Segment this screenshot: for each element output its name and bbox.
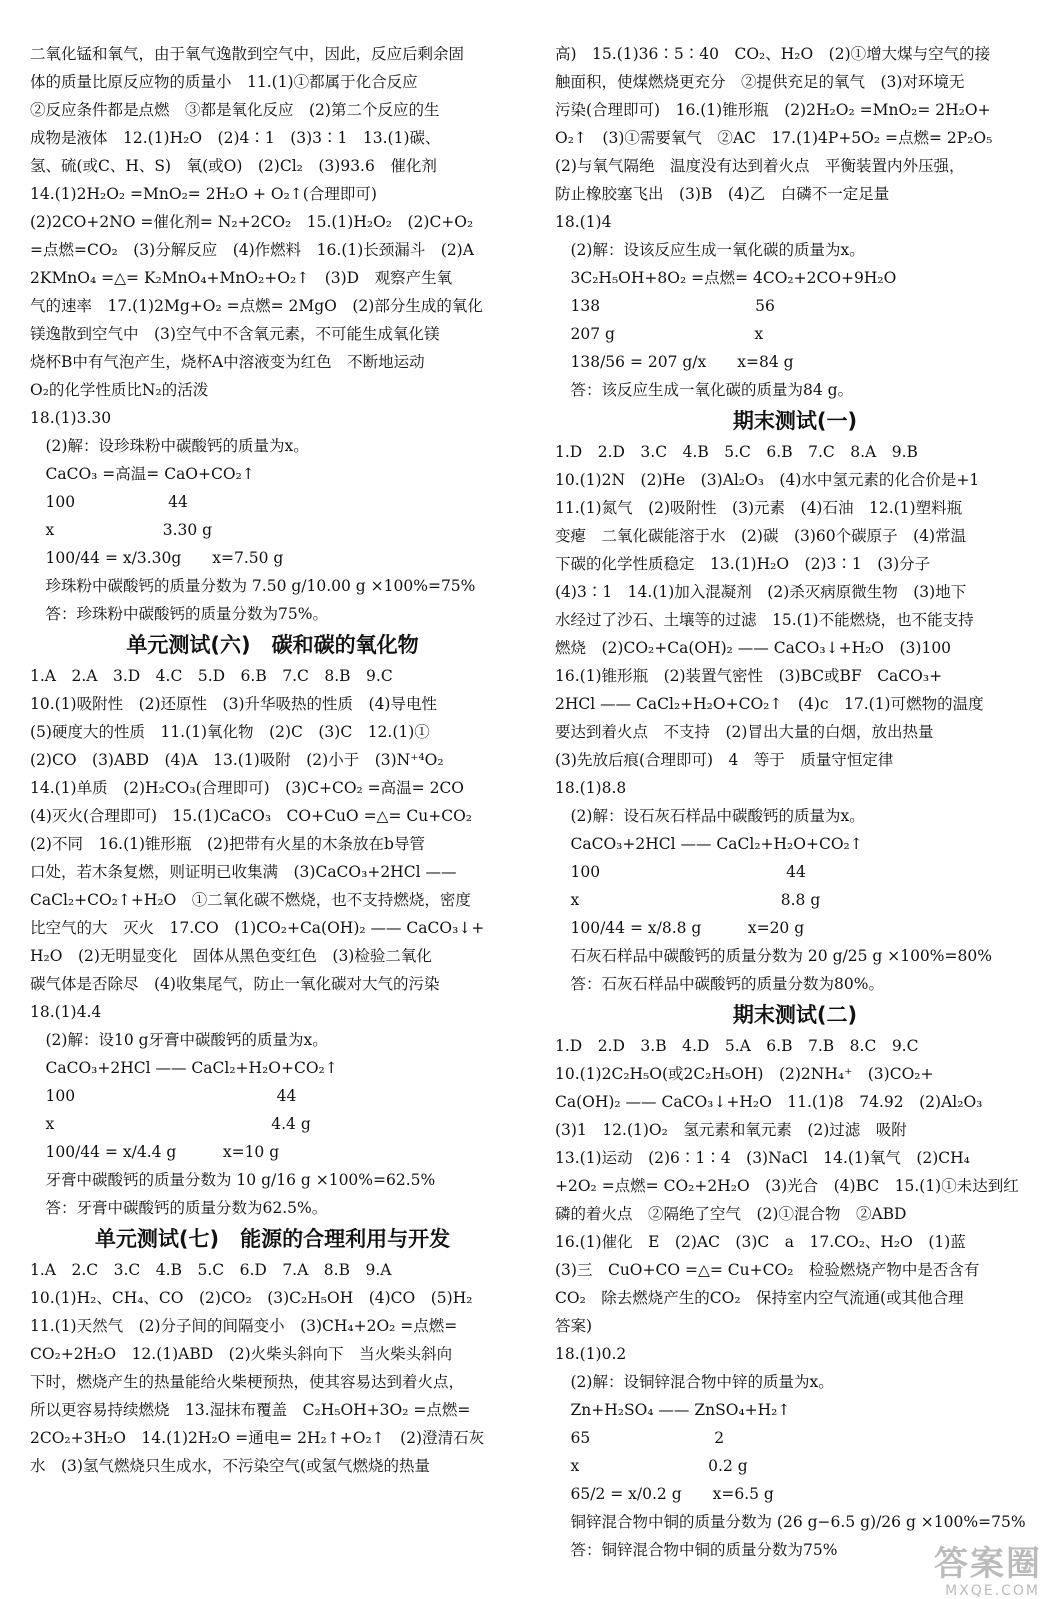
answer-line: 碳气体是否除尽 (4)收集尾气，防止一氧化碳对大气的污染 xyxy=(30,975,440,993)
answer-line: 答：珍珠粉中碳酸钙的质量分数为75%。 xyxy=(30,605,328,623)
answer-line: (3)三 CuO+CO =△= Cu+CO₂ 检验燃烧产物中是否含有 xyxy=(555,1261,980,1279)
answer-line: 13.(1)运动 (2)6∶1∶4 (3)NaCl 14.(1)氧气 (2)CH₄ xyxy=(555,1149,970,1167)
answer-line: 所以更容易持续燃烧 13.湿抹布覆盖 C₂H₅OH+3O₂ =点燃= xyxy=(30,1401,471,1419)
answer-line: 气的速率 17.(1)2Mg+O₂ =点燃= 2MgO (2)部分生成的氧化 xyxy=(30,297,483,315)
answer-line: 答：铜锌混合物中铜的质量分数为75% xyxy=(555,1541,838,1559)
answer-line: CaCO₃+2HCl —— CaCl₂+H₂O+CO₂↑ xyxy=(555,835,863,853)
answer-line: 答案) xyxy=(555,1317,593,1335)
answer-line: CO₂ 除去燃烧产生的CO₂ 保持室内空气流通(或其他合理 xyxy=(555,1289,964,1307)
answer-line: ②反应条件都是点燃 ③都是氧化反应 (2)第二个反应的生 xyxy=(30,101,440,119)
answer-line: (4)3∶1 14.(1)加入混凝剂 (2)杀灭病原微生物 (3)地下 xyxy=(555,583,967,601)
answer-line: 触面积，使煤燃烧更充分 ②提供充足的氧气 (3)对环境无 xyxy=(555,73,965,91)
answer-line: (2)解：设10 g牙膏中碳酸钙的质量为x。 xyxy=(30,1031,328,1049)
answer-line: 高) 15.(1)36∶5∶40 CO₂、H₂O (2)①增大煤与空气的接 xyxy=(555,45,991,63)
answer-line: 磷的着火点 ②隔绝了空气 (2)①混合物 ②ABD xyxy=(555,1205,907,1223)
answer-line: (2)解：设该反应生成一氧化碳的质量为x。 xyxy=(555,241,865,259)
watermark-url: MXQE.COM xyxy=(945,1583,1040,1599)
answer-line: 珍珠粉中碳酸钙的质量分数为 7.50 g/10.00 g ×100%=75% xyxy=(30,577,476,595)
section-title: 单元测试(六) 碳和碳的氧化物 xyxy=(126,633,419,657)
answer-line: (4)灭火(合理即可) 15.(1)CaCO₃ CO+CuO =△= Cu+CO₂ xyxy=(30,807,473,825)
answer-line: 2KMnO₄ =△= K₂MnO₄+MnO₂+O₂↑ (3)D 观察产生氧 xyxy=(30,269,453,287)
section-title: 期末测试(二) xyxy=(732,1003,858,1027)
answer-line: 18.(1)0.2 xyxy=(555,1345,627,1363)
answer-line: 100 44 xyxy=(30,493,188,511)
answer-line: (5)硬度大的性质 11.(1)氧化物 (2)C (3)C 12.(1)① xyxy=(30,723,430,741)
answer-line: (2)与氧气隔绝 温度没有达到着火点 平衡装置内外压强， xyxy=(555,157,965,175)
answer-line: 10.(1)2N (2)He (3)Al₂O₃ (4)水中氢元素的化合价是+1 xyxy=(555,471,980,489)
answer-line: 65 2 xyxy=(555,1429,725,1447)
section-title: 单元测试(七) 能源的合理利用与开发 xyxy=(94,1227,451,1251)
answer-line: 18.(1)8.8 xyxy=(555,779,627,797)
answer-line: (2)解：设珍珠粉中碳酸钙的质量为x。 xyxy=(30,437,309,455)
answer-line: 138/56 = 207 g/x x=84 g xyxy=(555,353,794,371)
watermark-logo: 答案圈 xyxy=(934,1544,1042,1584)
answer-line: 1.D 2.D 3.C 4.B 5.C 6.B 7.C 8.A 9.B xyxy=(555,443,918,461)
section-title: 期末测试(一) xyxy=(732,409,858,433)
answer-line: 14.(1)单质 (2)H₂CO₃(合理即可) (3)C+CO₂ =高温= 2CO xyxy=(30,779,465,797)
answer-line: 18.(1)3.30 xyxy=(30,409,112,427)
answer-line: 100 44 xyxy=(30,1087,297,1105)
answer-line: x 4.4 g xyxy=(30,1115,311,1133)
answer-line: 口处，若木条复燃，则证明已收集满 (3)CaCO₃+2HCl —— xyxy=(30,863,457,881)
answer-line: 3C₂H₅OH+8O₂ =点燃= 4CO₂+2CO+9H₂O xyxy=(555,269,897,287)
answer-line: Ca(OH)₂ —— CaCO₃↓+H₂O 11.(1)8 74.92 (2)Al₂O₃ xyxy=(555,1093,983,1111)
answer-line: 燃烧 (2)CO₂+Ca(OH)₂ —— CaCO₃↓+H₂O (3)100 xyxy=(555,639,952,657)
answer-line: 2CO₂+3H₂O 14.(1)2H₂O =通电= 2H₂↑+O₂↑ (2)澄清石灰 xyxy=(30,1429,485,1447)
answer-line: CO₂+2H₂O 12.(1)ABD (2)火柴头斜向下 当火柴头斜向 xyxy=(30,1345,453,1363)
answer-line: 10.(1)H₂、CH₄、CO (2)CO₂ (3)C₂H₅OH (4)CO (5)H₂ xyxy=(30,1289,473,1307)
answer-line: 1.A 2.A 3.D 4.C 5.D 6.B 7.C 8.B 9.C xyxy=(30,667,393,685)
left-column xyxy=(30,40,515,1480)
answer-line: 11.(1)天然气 (2)分子间的间隔变小 (3)CH₄+2O₂ =点燃= xyxy=(30,1317,458,1335)
answer-line: H₂O (2)无明显变化 固体从黑色变红色 (3)检验二氧化 xyxy=(30,947,432,965)
answer-line: 207 g x xyxy=(555,325,764,343)
answer-line: 65/2 = x/0.2 g x=6.5 g xyxy=(555,1485,774,1503)
answer-line: 镁逸散到空气中 (3)空气中不含氧元素，不可能生成氧化镁 xyxy=(30,325,440,343)
answer-line: 变瘪 二氧化碳能溶于水 (2)碳 (3)60个碳原子 (4)常温 xyxy=(555,527,967,545)
answer-line: 石灰石样品中碳酸钙的质量分数为 20 g/25 g ×100%=80% xyxy=(555,947,992,965)
answer-line: 14.(1)2H₂O₂ =MnO₂= 2H₂O + O₂↑(合理即可) xyxy=(30,185,377,203)
answer-line: x 0.2 g xyxy=(555,1457,748,1475)
answer-line: (2)CO (3)ABD (4)A 13.(1)吸附 (2)小于 (3)N⁺⁴O₂ xyxy=(30,751,444,769)
answer-line: 下碳的化学性质稳定 13.(1)H₂O (2)3∶1 (3)分子 xyxy=(555,555,931,573)
answer-line: 答：该反应生成一氧化碳的质量为84 g。 xyxy=(555,381,854,399)
answer-line: 牙膏中碳酸钙的质量分数为 10 g/16 g ×100%=62.5% xyxy=(30,1171,436,1189)
answer-line: 18.(1)4.4 xyxy=(30,1003,102,1021)
answer-line: (2)解：设铜锌混合物中锌的质量为x。 xyxy=(555,1373,834,1391)
answer-line: 11.(1)氮气 (2)吸附性 (3)元素 (4)石油 12.(1)塑料瓶 xyxy=(555,499,963,517)
answer-line: O₂的化学性质比N₂的活泼 xyxy=(30,381,209,399)
answer-line: 二氧化锰和氧气，由于氧气逸散到空气中，因此，反应后剩余固 xyxy=(30,45,465,63)
answer-line: 100/44 = x/3.30g x=7.50 g xyxy=(30,549,284,567)
answer-line: 比空气的大 灭火 17.CO (1)CO₂+Ca(OH)₂ —— CaCO₃↓+ xyxy=(30,919,485,937)
answer-line: 水 (3)氢气燃烧只生成水，不污染空气(或氢气燃烧的热量 xyxy=(30,1457,431,1475)
answer-line: 100/44 = x/8.8 g x=20 g xyxy=(555,919,805,937)
answer-line: CaCl₂+CO₂↑+H₂O ①二氧化碳不燃烧，也不支持燃烧，密度 xyxy=(30,891,471,909)
answer-line: 答：牙膏中碳酸钙的质量分数为62.5%。 xyxy=(30,1199,328,1217)
answer-line: (3)1 12.(1)O₂ 氢元素和氧元素 (2)过滤 吸附 xyxy=(555,1121,907,1139)
answer-line: x 3.30 g xyxy=(30,521,213,539)
answer-line: 要达到着火点 不支持 (2)冒出大量的白烟，放出热量 xyxy=(555,723,934,741)
answer-line: 16.(1)锥形瓶 (2)装置气密性 (3)BC或BF CaCO₃+ xyxy=(555,667,943,685)
answer-line: 成物是液体 12.(1)H₂O (2)4∶1 (3)3∶1 13.(1)碳、 xyxy=(30,129,441,147)
answer-line: 100/44 = x/4.4 g x=10 g xyxy=(30,1143,280,1161)
answer-line: O₂↑ (3)①需要氧气 ②AC 17.(1)4P+5O₂ =点燃= 2P₂O₅ xyxy=(555,129,993,147)
right-column xyxy=(555,40,1035,1564)
answer-line: (2)解：设石灰石样品中碳酸钙的质量为x。 xyxy=(555,807,865,825)
answer-line: 污染(合理即可) 16.(1)锥形瓶 (2)2H₂O₂ =MnO₂= 2H₂O+ xyxy=(555,101,991,119)
answer-line: +2O₂ =点燃= CO₂+2H₂O (3)光合 (4)BC 15.(1)①未达到红 xyxy=(555,1177,1019,1195)
answer-line: 体的质量比原反应物的质量小 11.(1)①都属于化合反应 xyxy=(30,73,418,91)
answer-line: (2)不同 16.(1)锥形瓶 (2)把带有火星的木条放在b导管 xyxy=(30,835,425,853)
answer-line: CaCO₃+2HCl —— CaCl₂+H₂O+CO₂↑ xyxy=(30,1059,338,1077)
answer-line: (2)2CO+2NO =催化剂= N₂+2CO₂ 15.(1)H₂O₂ (2)C+O₂ xyxy=(30,213,474,231)
answer-line: 铜锌混合物中铜的质量分数为 (26 g−6.5 g)/26 g ×100%=75% xyxy=(555,1513,1026,1531)
answer-line: 16.(1)催化 E (2)AC (3)C a 17.CO₂、H₂O (1)蓝 xyxy=(555,1233,966,1251)
answer-line: 烧杯B中有气泡产生，烧杯A中溶液变为红色 不断地运动 xyxy=(30,353,425,371)
answer-line: 10.(1)2C₂H₅O(或2C₂H₅OH) (2)2NH₄⁺ (3)CO₂+ xyxy=(555,1065,934,1083)
answer-line: x 8.8 g xyxy=(555,891,821,909)
answer-line: 2HCl —— CaCl₂+H₂O+CO₂↑ (4)c 17.(1)可燃物的温度 xyxy=(555,695,984,713)
answer-line: 18.(1)4 xyxy=(555,213,612,231)
answer-line: 1.D 2.D 3.B 4.D 5.A 6.B 7.B 8.C 9.C xyxy=(555,1037,919,1055)
answer-line: (3)先放后痕(合理即可) 4 等于 质量守恒定律 xyxy=(555,751,894,769)
answer-line: Zn+H₂SO₄ —— ZnSO₄+H₂↑ xyxy=(555,1401,791,1419)
answer-line: 100 44 xyxy=(555,863,806,881)
answer-line: 氢、硫(或C、H、S) 氧(或O) (2)Cl₂ (3)93.6 催化剂 xyxy=(30,157,437,175)
answer-line: 下时，燃烧产生的热量能给火柴梗预热，使其容易达到着火点， xyxy=(30,1373,465,1391)
answer-line: =点燃=CO₂ (3)分解反应 (4)作燃料 16.(1)长颈漏斗 (2)A xyxy=(30,241,474,259)
answer-line: CaCO₃ =高温= CaO+CO₂↑ xyxy=(30,465,255,483)
answer-line: 10.(1)吸附性 (2)还原性 (3)升华吸热的性质 (4)导电性 xyxy=(30,695,437,713)
answer-line: 水经过了沙石、土壤等的过滤 15.(1)不能燃烧，也不能支持 xyxy=(555,611,974,629)
answer-line: 1.A 2.C 3.C 4.B 5.C 6.D 7.A 8.B 9.A xyxy=(30,1261,392,1279)
answer-line: 答：石灰石样品中碳酸钙的质量分数为80%。 xyxy=(555,975,884,993)
answer-line: 138 56 xyxy=(555,297,775,315)
answer-line: 防止橡胶塞飞出 (3)B (4)乙 白磷不一定足量 xyxy=(555,185,890,203)
